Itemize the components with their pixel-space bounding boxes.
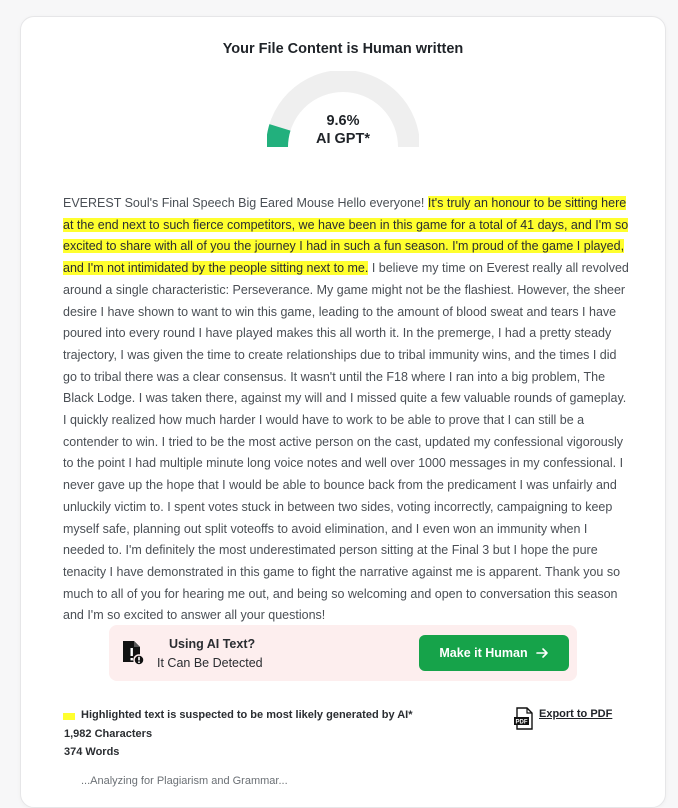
file-warning-icon <box>119 640 145 666</box>
ai-score-value: 9.6% <box>326 113 360 129</box>
word-count: 374 Words <box>64 746 120 758</box>
export-pdf-link[interactable] <box>513 707 612 731</box>
highlight-legend-swatch <box>63 713 75 720</box>
analyzed-text <box>63 193 629 627</box>
analysis-status-text: ...Analyzing for Plagiarism and Grammar... <box>81 775 288 787</box>
result-card <box>20 16 666 808</box>
result-title: Your File Content is Human written <box>222 41 464 57</box>
ai-highlighted-segment: It's truly an honour to be sitting here at the end next to such fierce competitors, we have been in this game for a total of 41 days, and I'm so excited to share with all of you the journey I had in such a fun season. I'm proud of the game I played, and I'm not intimidated by the people sitting next to me. <box>63 196 629 276</box>
text-segment: I believe my time on Everest really all revolved around a single characteristic: Perseverance. My game might not be the flashiest. However, the sheer desire I have shown to want to win this game, leading to the amount of blood sweat and tears I have poured into every round I have played makes this all worth it. In the premerge, I had a pretty steady trajectory, I was given the time to create relationships due to tribal immunity wins, and the times I did go to tribal there was a clear consensus. It wasn't until the F18 where I ran into a big problem, The Black Lodge. I was taken there, against my will and I missed quite a few valuable rounds of gameplay. I quickly realized how much harder I would have to work to be able to prove that I can still be a contender to win. I tried to be the most active person on the cast, updated my confessional vigorously to the point I had multiple minute long voice notes and well over 1000 messages in my confessional. I never gave up the hope that I would be able to bounce back from the predicament I was unfairly and unluckily victim to. I spent votes stuck in between two sides, voting incorrectly, campaigning to keep myself safe, planning out split voteoffs to avoid elimination, and I even won an immunity when I needed to. I'm definitely the most underestimated person sitting at the Final 3 but I hope the pure tenacity I have demonstrated in this game to fight the narrative against me is apparent. Thank you so much to all of you for hearing me out, and being so welcoming and open to conversation this season and I'm so excited to answer all your questions! <box>63 261 629 623</box>
pdf-icon <box>513 707 535 731</box>
cta-subheading: It Can Be Detected <box>157 656 263 670</box>
ai-score-label: AI GPT* <box>316 131 370 147</box>
arrow-right-icon <box>536 647 549 659</box>
text-segment: EVEREST Soul's Final Speech Big Eared Mouse Hello everyone! <box>63 196 428 210</box>
cta-heading: Using AI Text? <box>169 637 256 651</box>
pdf-icon-text: PDF <box>515 719 528 726</box>
make-it-human-label: Make it Human <box>439 646 528 660</box>
humanize-banner <box>109 625 577 681</box>
make-it-human-button[interactable] <box>419 635 569 671</box>
character-count: 1,982 Characters <box>64 728 153 740</box>
export-pdf-label: Export to PDF <box>539 708 613 720</box>
highlight-legend-text: Highlighted text is suspected to be most likely generated by AI* <box>81 709 413 721</box>
